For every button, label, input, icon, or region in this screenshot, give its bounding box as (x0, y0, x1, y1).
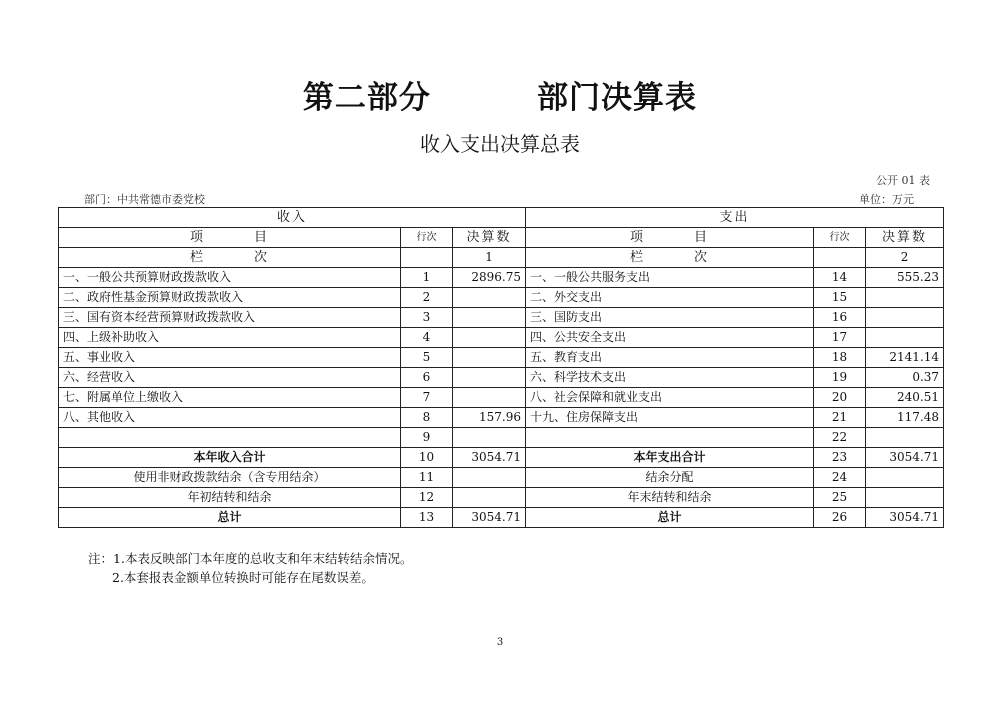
income-row-header: 行次 (401, 228, 453, 248)
expense-row-number: 24 (814, 468, 866, 488)
table-row (59, 348, 944, 368)
expense-item: 五、教育支出 (526, 348, 814, 368)
income-amount (453, 308, 526, 328)
income-item: 总计 (59, 508, 401, 528)
income-row-number: 3 (401, 308, 453, 328)
expense-item: 四、公共安全支出 (526, 328, 814, 348)
table-subtitle: 收入支出决算总表 (420, 132, 580, 156)
expense-row-number: 16 (814, 308, 866, 328)
expense-item: 三、国防支出 (526, 308, 814, 328)
income-item: 年初结转和结余 (59, 488, 401, 508)
income-lanci-label: 栏 次 (59, 248, 401, 268)
note-item: 1.本表反映部门本年度的总收支和年末结转结余情况。 (113, 551, 413, 566)
income-item (59, 428, 401, 448)
note-line (88, 568, 412, 587)
expense-row-number: 14 (814, 268, 866, 288)
income-item: 七、附属单位上缴收入 (59, 388, 401, 408)
expense-amount: 117.48 (866, 408, 944, 428)
expense-row-number: 23 (814, 448, 866, 468)
expense-row-number: 22 (814, 428, 866, 448)
income-row-number: 7 (401, 388, 453, 408)
income-expense-summary-table (58, 207, 944, 528)
expense-lanci-label: 栏 次 (526, 248, 814, 268)
expense-amount: 240.51 (866, 388, 944, 408)
department-label: 部门：中共常德市委党校 (84, 193, 205, 206)
expense-row-number: 26 (814, 508, 866, 528)
income-item-header: 项 目 (59, 228, 401, 248)
expense-item: 十九、住房保障支出 (526, 408, 814, 428)
income-row-number: 1 (401, 268, 453, 288)
expense-item: 二、外交支出 (526, 288, 814, 308)
unit-label: 单位：万元 (859, 193, 914, 206)
income-row-number: 5 (401, 348, 453, 368)
table-row-year-total (59, 448, 944, 468)
income-amount: 2896.75 (453, 268, 526, 288)
expense-amount: 0.37 (866, 368, 944, 388)
income-amount (453, 288, 526, 308)
expense-amount: 3054.71 (866, 508, 944, 528)
income-row-number: 4 (401, 328, 453, 348)
income-row-number: 12 (401, 488, 453, 508)
income-amount (453, 488, 526, 508)
expense-item: 八、社会保障和就业支出 (526, 388, 814, 408)
expense-amount: 555.23 (866, 268, 944, 288)
expense-amount (866, 288, 944, 308)
income-item: 三、国有资本经营预算财政拨款收入 (59, 308, 401, 328)
expense-item-header: 项 目 (526, 228, 814, 248)
income-lanci-number: 1 (453, 248, 526, 268)
income-amount-header: 决算数 (453, 228, 526, 248)
expense-item: 六、科学技术支出 (526, 368, 814, 388)
income-amount: 157.96 (453, 408, 526, 428)
table-section-header-row (59, 208, 944, 228)
table-row-carry (59, 488, 944, 508)
expense-amount-header: 决算数 (866, 228, 944, 248)
income-row-number: 11 (401, 468, 453, 488)
expense-row-number: 15 (814, 288, 866, 308)
notes-label: 注： (88, 551, 114, 566)
income-amount (453, 428, 526, 448)
table-row (59, 328, 944, 348)
income-row-number: 2 (401, 288, 453, 308)
expense-item: 一、一般公共服务支出 (526, 268, 814, 288)
income-amount (453, 468, 526, 488)
income-row-number: 9 (401, 428, 453, 448)
table-row-carry (59, 468, 944, 488)
page-number: 3 (496, 637, 504, 648)
expense-lanci-number: 2 (866, 248, 944, 268)
income-row-number: 13 (401, 508, 453, 528)
note-item: 2.本套报表金额单位转换时可能存在尾数误差。 (112, 570, 374, 585)
expense-item: 本年支出合计 (526, 448, 814, 468)
expense-item (526, 428, 814, 448)
income-item: 一、一般公共预算财政拨款收入 (59, 268, 401, 288)
expense-row-number: 21 (814, 408, 866, 428)
income-row-number: 8 (401, 408, 453, 428)
expense-lanci-row-cell (814, 248, 866, 268)
note-line (88, 549, 412, 568)
expense-row-number: 17 (814, 328, 866, 348)
table-row (59, 368, 944, 388)
table-lanci-row (59, 248, 944, 268)
income-amount (453, 388, 526, 408)
expense-amount (866, 328, 944, 348)
table-row (59, 408, 944, 428)
page-title: 第二部分 部门决算表 (302, 80, 698, 116)
expense-row-number: 19 (814, 368, 866, 388)
table-row (59, 268, 944, 288)
income-item: 四、上级补助收入 (59, 328, 401, 348)
expense-amount: 2141.14 (866, 348, 944, 368)
income-section-header: 收入 (59, 208, 526, 228)
expense-amount (866, 488, 944, 508)
expense-section-header: 支出 (526, 208, 944, 228)
income-item: 本年收入合计 (59, 448, 401, 468)
income-item: 五、事业收入 (59, 348, 401, 368)
income-amount (453, 368, 526, 388)
form-number: 公开 01 表 (876, 174, 930, 187)
table-row (59, 288, 944, 308)
expense-item: 总计 (526, 508, 814, 528)
income-amount (453, 328, 526, 348)
expense-item: 结余分配 (526, 468, 814, 488)
table-column-header-row (59, 228, 944, 248)
expense-amount (866, 428, 944, 448)
expense-row-number: 18 (814, 348, 866, 368)
expense-amount: 3054.71 (866, 448, 944, 468)
income-item: 八、其他收入 (59, 408, 401, 428)
income-item: 使用非财政拨款结余（含专用结余） (59, 468, 401, 488)
expense-row-number: 25 (814, 488, 866, 508)
table-row (59, 388, 944, 408)
income-row-number: 10 (401, 448, 453, 468)
expense-amount (866, 468, 944, 488)
income-item: 六、经营收入 (59, 368, 401, 388)
expense-row-number: 20 (814, 388, 866, 408)
income-item: 二、政府性基金预算财政拨款收入 (59, 288, 401, 308)
income-amount (453, 348, 526, 368)
income-lanci-row-cell (401, 248, 453, 268)
income-row-number: 6 (401, 368, 453, 388)
income-amount: 3054.71 (453, 448, 526, 468)
expense-item: 年末结转和结余 (526, 488, 814, 508)
notes (88, 549, 412, 587)
expense-row-header: 行次 (814, 228, 866, 248)
table-row (59, 428, 944, 448)
expense-amount (866, 308, 944, 328)
income-amount: 3054.71 (453, 508, 526, 528)
table-row-grand-total (59, 508, 944, 528)
table-row (59, 308, 944, 328)
